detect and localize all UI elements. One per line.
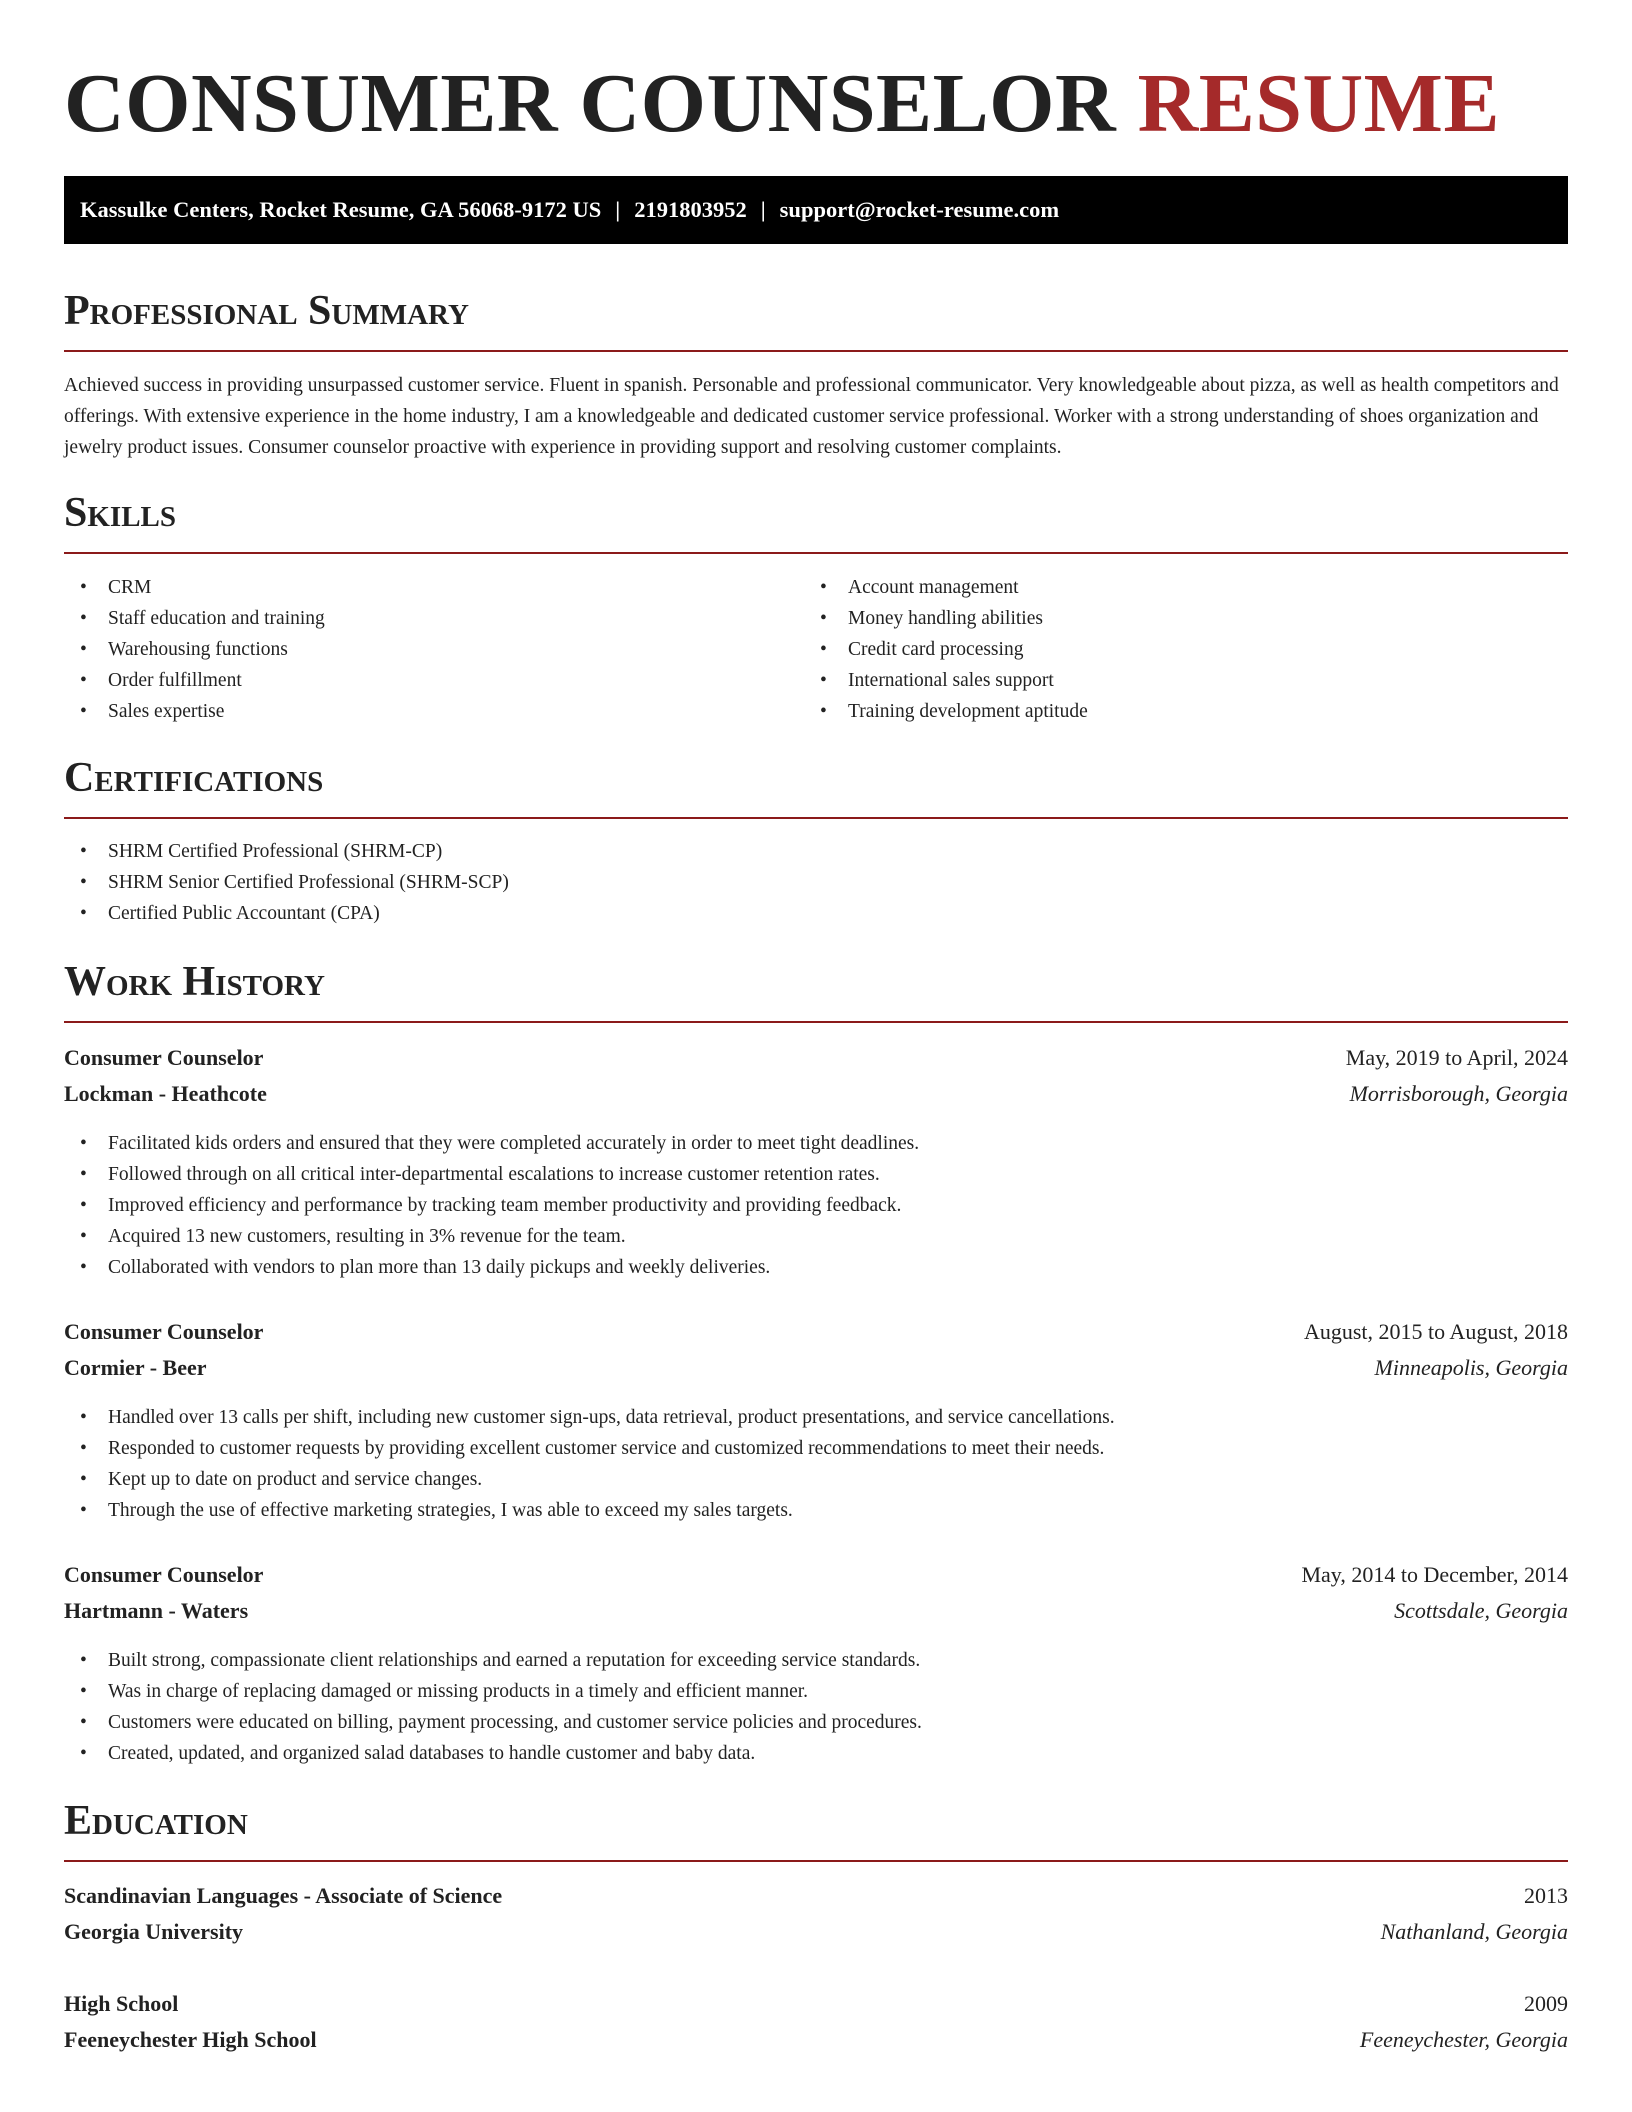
job-bullet: • Created, updated, and organized salad databases to handle customer and baby data. <box>108 1738 1568 1769</box>
skills-list-left <box>64 572 808 727</box>
education-header <box>64 1881 1568 1911</box>
job-dates: May, 2019 to April, 2024 <box>1345 1045 1568 1070</box>
contact-bar <box>64 176 1568 244</box>
skill-item: • Staff education and training <box>108 603 808 634</box>
education-location: Feeneychester, Georgia <box>1359 2027 1568 2052</box>
skill-item: • Warehousing functions <box>108 634 808 665</box>
education-subheader <box>64 2025 1568 2055</box>
job-bullets <box>64 1128 1568 1283</box>
job-location: Scottsdale, Georgia <box>1394 1598 1568 1623</box>
job-title: Consumer Counselor <box>64 1562 264 1587</box>
skill-item: • Money handling abilities <box>848 603 1548 634</box>
job-subheader <box>64 1353 1568 1383</box>
education-degree: High School <box>64 1991 179 2016</box>
skills-list-right <box>804 572 1548 727</box>
education-year: 2013 <box>1524 1883 1568 1908</box>
section-divider <box>64 552 1568 554</box>
certifications-heading: Certifications <box>64 755 324 801</box>
education-year: 2009 <box>1524 1991 1568 2016</box>
job-header <box>64 1317 1568 1347</box>
job-company: Lockman - Heathcote <box>64 1081 267 1106</box>
resume-title <box>64 58 1500 150</box>
job-dates: May, 2014 to December, 2014 <box>1301 1562 1568 1587</box>
skill-item: • Training development aptitude <box>848 696 1548 727</box>
job-bullet: • Through the use of effective marketing strategies, I was able to exceed my sales targets. <box>108 1495 1568 1526</box>
title-accent: RESUME <box>1137 57 1500 150</box>
contact-email: support@rocket-resume.com <box>779 197 1060 222</box>
job-bullet: • Improved efficiency and performance by tracking team member productivity and providing feedback. <box>108 1190 1568 1221</box>
contact-phone: 2191803952 <box>634 197 747 222</box>
job-subheader <box>64 1596 1568 1626</box>
job-subheader <box>64 1079 1568 1109</box>
section-divider <box>64 1860 1568 1862</box>
education-location: Nathanland, Georgia <box>1380 1919 1568 1944</box>
job-title: Consumer Counselor <box>64 1045 264 1070</box>
skill-item: • Credit card processing <box>848 634 1548 665</box>
job-bullet: • Responded to customer requests by providing excellent customer service and customized recommendations to meet their needs. <box>108 1433 1568 1464</box>
section-divider <box>64 350 1568 352</box>
job-header <box>64 1043 1568 1073</box>
skill-item: • Account management <box>848 572 1548 603</box>
work-history-heading: Work History <box>64 959 325 1005</box>
certification-item: • SHRM Certified Professional (SHRM-CP) <box>108 836 1508 867</box>
section-divider <box>64 817 1568 819</box>
education-degree: Scandinavian Languages - Associate of Science <box>64 1883 503 1908</box>
job-location: Morrisborough, Georgia <box>1349 1081 1568 1106</box>
job-title: Consumer Counselor <box>64 1319 264 1344</box>
title-main: CONSUMER COUNSELOR <box>64 57 1117 150</box>
summary-heading: Professional Summary <box>64 288 469 334</box>
job-dates: August, 2015 to August, 2018 <box>1303 1319 1568 1344</box>
job-header <box>64 1560 1568 1590</box>
certification-item: • SHRM Senior Certified Professional (SHRM-SCP) <box>108 867 1508 898</box>
job-company: Cormier - Beer <box>64 1355 207 1380</box>
contact-separator: | <box>760 197 766 222</box>
education-subheader <box>64 1917 1568 1947</box>
job-bullet: • Followed through on all critical inter-departmental escalations to increase customer retention rates. <box>108 1159 1568 1190</box>
job-bullet: • Facilitated kids orders and ensured that they were completed accurately in order to meet tight deadlines. <box>108 1128 1568 1159</box>
skill-item: • Sales expertise <box>108 696 808 727</box>
skill-item: • CRM <box>108 572 808 603</box>
skill-item: • Order fulfillment <box>108 665 808 696</box>
job-bullet: • Kept up to date on product and service changes. <box>108 1464 1568 1495</box>
job-bullet: • Customers were educated on billing, payment processing, and customer service policies and procedures. <box>108 1707 1568 1738</box>
contact-address: Kassulke Centers, Rocket Resume, GA 56068-9172 US <box>80 197 602 222</box>
job-bullet: • Built strong, compassionate client relationships and earned a reputation for exceeding service standards. <box>108 1645 1568 1676</box>
job-location: Minneapolis, Georgia <box>1374 1355 1568 1380</box>
certification-item: • Certified Public Accountant (CPA) <box>108 898 1508 929</box>
certifications-list <box>64 836 1508 929</box>
contact-separator: | <box>615 197 621 222</box>
job-bullet: • Acquired 13 new customers, resulting in 3% revenue for the team. <box>108 1221 1568 1252</box>
job-bullet: • Handled over 13 calls per shift, including new customer sign-ups, data retrieval, product presentations, and service cancellations. <box>108 1402 1568 1433</box>
section-divider <box>64 1021 1568 1023</box>
job-bullet: • Was in charge of replacing damaged or missing products in a timely and efficient manner. <box>108 1676 1568 1707</box>
summary-text: Achieved success in providing unsurpassed customer service. Fluent in spanish. Personable and professional communicator. Very knowledgeable about pizza, as well as health competitors and offerings. With extensive experience in the home industry, I am a knowledgeable and dedicated customer service professional. Worker with a strong understanding of shoes organization and jewelry product issues. Consumer counselor proactive with experience in providing support and resolving customer complaints. <box>64 375 1559 458</box>
job-bullets <box>64 1402 1568 1526</box>
job-bullets <box>64 1645 1568 1769</box>
education-school: Feeneychester High School <box>64 2027 317 2052</box>
skills-heading: Skills <box>64 490 177 536</box>
job-bullet: • Collaborated with vendors to plan more than 13 daily pickups and weekly deliveries. <box>108 1252 1568 1283</box>
education-school: Georgia University <box>64 1919 244 1944</box>
education-heading: Education <box>64 1798 248 1844</box>
education-header <box>64 1989 1568 2019</box>
job-company: Hartmann - Waters <box>64 1598 249 1623</box>
skill-item: • International sales support <box>848 665 1548 696</box>
